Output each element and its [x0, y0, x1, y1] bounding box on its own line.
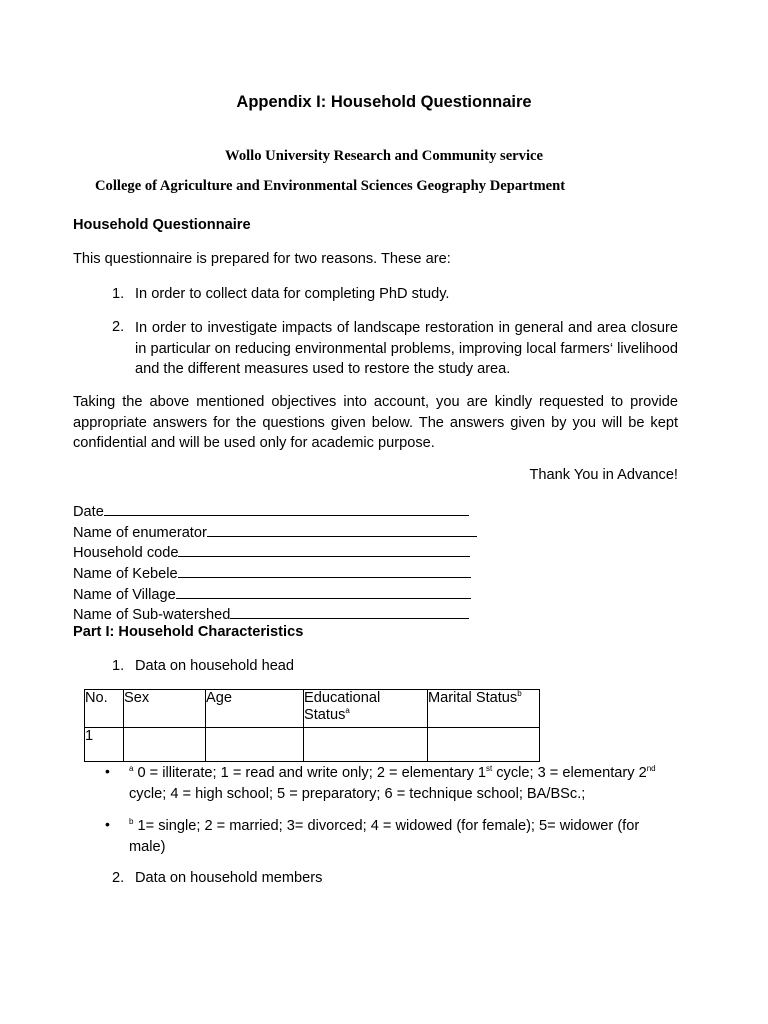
- thanks-text: Thank You in Advance!: [529, 467, 678, 483]
- table-cell[interactable]: [124, 728, 206, 762]
- field-date[interactable]: [73, 500, 469, 520]
- table-cell[interactable]: 1: [85, 728, 124, 762]
- intro-text: This questionnaire is prepared for two reasons. These are:: [73, 251, 451, 267]
- field-date-label: Date: [73, 504, 104, 520]
- note-a-marker: a: [129, 764, 134, 773]
- reason-2-text: In order to investigate impacts of landscape restoration in general and area closure in particular on reducing environmental problems, improving local farmers‘ livelihood and the different measures used to restore the study area.: [135, 320, 678, 378]
- bullet-icon: •: [105, 763, 110, 779]
- table-header-cell: Sex: [124, 690, 206, 728]
- field-date-line[interactable]: [104, 500, 469, 516]
- table-header-cell: Marital Status$^b$: [428, 690, 540, 728]
- section-heading: Household Questionnaire: [73, 217, 251, 233]
- field-kebele-label: Name of Kebele: [73, 566, 178, 582]
- note-b-marker: b: [129, 817, 134, 826]
- field-enumerator-label: Name of enumerator: [73, 525, 207, 541]
- field-subwatershed[interactable]: [73, 603, 469, 623]
- field-enumerator[interactable]: [73, 521, 477, 541]
- request-paragraph: Taking the above mentioned objectives into account, you are kindly requested to provide appropriate answers for the questions given below. The answers given by you will be kept confidential and will be used only for academic purpose.: [73, 394, 678, 452]
- table-header-cell: No.: [85, 690, 124, 728]
- field-kebele-line[interactable]: [178, 562, 471, 578]
- table-cell[interactable]: [304, 728, 428, 762]
- field-village[interactable]: [73, 583, 471, 603]
- field-village-line[interactable]: [176, 583, 471, 599]
- footnote-b-ref: b: [517, 689, 522, 698]
- household-head-table: [84, 689, 540, 762]
- table-cell[interactable]: [206, 728, 304, 762]
- note-b: $^b$ 1= single; 2 = married; 3= divorced; 4 = widowed (for female); 5= widower (for male): [129, 817, 640, 855]
- field-subwatershed-label: Name of Sub-watershed: [73, 607, 231, 623]
- reason-1-text: In order to collect data for completing PhD study.: [135, 286, 450, 302]
- table-header-cell: Age: [206, 690, 304, 728]
- field-household-code[interactable]: [73, 541, 470, 561]
- footnote-a-ref: a: [345, 706, 350, 715]
- page-title: Appendix I: Household Questionnaire: [236, 93, 532, 111]
- field-village-label: Name of Village: [73, 587, 176, 603]
- table-header-cell: Educational Status$^a$: [304, 690, 428, 728]
- item1-number: 1.: [112, 658, 125, 674]
- reason-1-number: 1.: [112, 286, 125, 302]
- part1-heading: Part I: Household Characteristics: [73, 624, 304, 640]
- field-household-code-line[interactable]: [178, 541, 470, 557]
- item2-number: 2.: [112, 870, 125, 886]
- item1-text: Data on household head: [135, 658, 295, 674]
- field-subwatershed-line[interactable]: [230, 603, 469, 619]
- university-line: Wollo University Research and Community service: [225, 148, 543, 164]
- college-line: College of Agriculture and Environmental Sciences Geography Department: [95, 178, 566, 194]
- table-header-row: [85, 690, 540, 728]
- table-cell[interactable]: [428, 728, 540, 762]
- reason-2-number: 2.: [112, 319, 125, 335]
- note-a: $^a$ 0 = illiterate; 1 = read and write only; 2 = elementary 1st cycle; 3 = elementary 2nd cycle; 4 = high school; 5 = preparatory; 6 = technique school; BA/BSc.;: [129, 764, 656, 802]
- bullet-icon: •: [105, 816, 110, 832]
- field-enumerator-line[interactable]: [207, 521, 477, 537]
- table-row: [85, 728, 540, 762]
- item2-text: Data on household members: [135, 870, 323, 886]
- field-kebele[interactable]: [73, 562, 471, 582]
- field-household-code-label: Household code: [73, 545, 179, 561]
